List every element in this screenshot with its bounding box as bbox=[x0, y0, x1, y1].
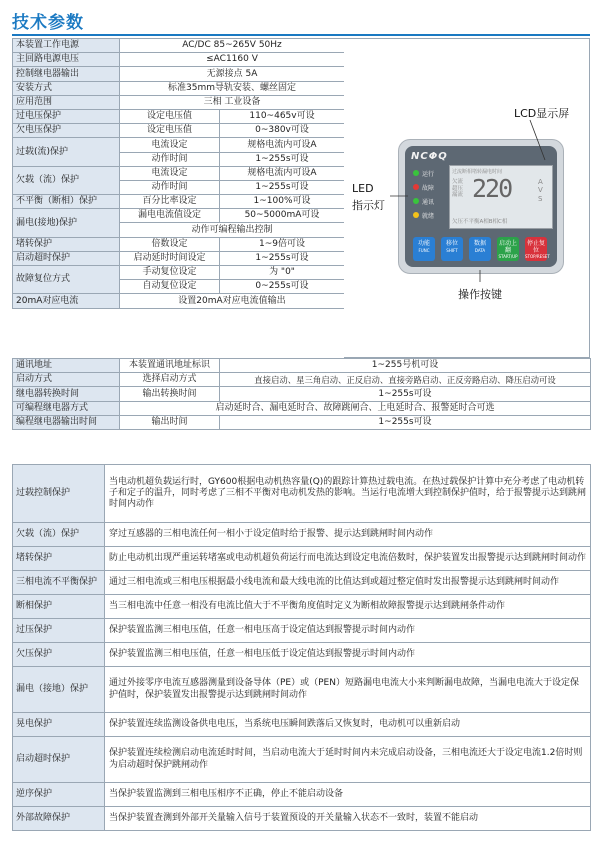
table-row bbox=[13, 807, 591, 831]
row-description: 保护装置连续检测启动电流延时时间，当启动电流大于延时时间内未完成启动设备，三相电流还大于设定电流1.2倍时则为启动超时保护跳闸动作 bbox=[105, 737, 591, 783]
row-value: 1~255号机可设 bbox=[220, 359, 591, 373]
row-label: 本装置工作电源 bbox=[13, 39, 120, 53]
table-row bbox=[13, 251, 345, 265]
table-row bbox=[13, 237, 345, 251]
row-description: 通过三相电流或三相电压根据最小线电流和最大线电流的比值达到或超过整定值时发出报警提示达到跳闸时间动作 bbox=[105, 571, 591, 595]
led-comm-icon bbox=[413, 198, 419, 204]
led-ready-icon bbox=[413, 212, 419, 218]
row-label: 过电压保护 bbox=[13, 109, 120, 123]
table-row bbox=[13, 195, 345, 209]
led-label: 故障 bbox=[422, 185, 435, 192]
table-row bbox=[13, 595, 591, 619]
lcd-unit: A bbox=[538, 178, 543, 186]
row-label: 外部故障保护 bbox=[13, 807, 105, 831]
button-sublabel: FUNC bbox=[418, 247, 430, 253]
row-label: 20mA对应电流 bbox=[13, 294, 120, 308]
table-row bbox=[13, 359, 591, 373]
table-row bbox=[13, 109, 345, 123]
row-label: 欠电压保护 bbox=[13, 124, 120, 138]
row-label: 编程继电器输出时间 bbox=[13, 415, 120, 429]
row-value: 1~255s可设 bbox=[220, 387, 591, 401]
led-callout-line1: LED bbox=[352, 182, 374, 195]
row-value: 50~5000mA可设 bbox=[220, 209, 345, 223]
row-value: AC/DC 85~265V 50Hz bbox=[120, 39, 345, 53]
row-value: 标准35mm导轨安装、螺丝固定 bbox=[120, 81, 345, 95]
row-item: 漏电电流值设定 bbox=[120, 209, 220, 223]
row-label: 欠压保护 bbox=[13, 643, 105, 667]
brand-logo: NCΦQ bbox=[411, 151, 448, 162]
table-row bbox=[13, 294, 345, 308]
row-label: 主回路电源电压 bbox=[13, 53, 120, 67]
row-label: 启动方式 bbox=[13, 373, 120, 387]
row-value: 1~255s可设 bbox=[220, 180, 345, 194]
row-description: 防止电动机出现严重运转堵塞或电动机超负荷运行而电流达到设定电流倍数时，保护装置发出报警提示达到跳闸时间动作 bbox=[105, 547, 591, 571]
start-up-button[interactable] bbox=[497, 237, 519, 261]
row-item: 电流设定 bbox=[120, 166, 220, 180]
page-title: 技术参数 bbox=[12, 13, 84, 33]
row-label: 欠载（流）保护 bbox=[13, 523, 105, 547]
row-value: 为 "0" bbox=[220, 266, 345, 280]
row-item: 手动复位设定 bbox=[120, 266, 220, 280]
table-row bbox=[13, 373, 591, 387]
table-row bbox=[13, 643, 591, 667]
row-label: 晃电保护 bbox=[13, 713, 105, 737]
row-label: 通讯地址 bbox=[13, 359, 120, 373]
row-label: 启动超时保护 bbox=[13, 251, 120, 265]
table-row bbox=[13, 713, 591, 737]
row-value: 0~255s可设 bbox=[220, 280, 345, 294]
table-row bbox=[13, 39, 345, 53]
row-value: 规格电流内可设A bbox=[220, 166, 345, 180]
spec-table bbox=[12, 38, 345, 309]
row-label: 堵转保护 bbox=[13, 237, 120, 251]
row-value: 设置20mA对应电流值输出 bbox=[120, 294, 345, 308]
button-label: 数据 bbox=[473, 240, 486, 247]
table-row bbox=[13, 401, 591, 415]
row-item: 动作时间 bbox=[120, 180, 220, 194]
button-sublabel: STOP/RESET bbox=[525, 254, 550, 260]
row-value: 直接启动、星三角启动、正反启动、直接旁路启动、正反旁路启动、降压启动可设 bbox=[220, 373, 591, 387]
stop-reset-button[interactable] bbox=[525, 237, 550, 261]
button-label: 启动上翻 bbox=[498, 240, 517, 254]
table-row bbox=[13, 465, 591, 523]
table-row bbox=[13, 266, 345, 280]
row-label: 控制继电器输出 bbox=[13, 67, 120, 81]
lcd-unit: V bbox=[538, 186, 543, 195]
row-item: 输出转换时间 bbox=[120, 387, 220, 401]
table-row bbox=[13, 737, 591, 783]
row-item: 设定电压值 bbox=[120, 124, 220, 138]
row-value: 1~255s可设 bbox=[220, 152, 345, 166]
row-description: 保护装置监测三相电压值，任意一相电压高于设定值达到报警提示时间内动作 bbox=[105, 619, 591, 643]
protection-table bbox=[12, 464, 591, 831]
row-label: 漏电(接地)保护 bbox=[13, 209, 120, 237]
row-label: 故障复位方式 bbox=[13, 266, 120, 294]
row-description: 当保护装置监测到三相电压相序不正确，停止不能启动设备 bbox=[105, 783, 591, 807]
table-row bbox=[13, 124, 345, 138]
device-face bbox=[405, 146, 557, 267]
row-item: 电流设定 bbox=[120, 138, 220, 152]
button-sublabel: DATA bbox=[474, 247, 486, 253]
table-row bbox=[13, 387, 591, 401]
lcd-top-segments: 过流断相堵转漏电时间 bbox=[452, 169, 503, 175]
wide-spec-table bbox=[12, 358, 591, 430]
row-description: 保护装置监测三相电压值，任意一相电压低于设定值达到报警提示时间内动作 bbox=[105, 643, 591, 667]
button-label: 移位 bbox=[445, 240, 458, 247]
table-row bbox=[13, 138, 345, 152]
row-item: 本装置通讯地址标识 bbox=[120, 359, 220, 373]
led-run-icon bbox=[413, 170, 419, 176]
row-label: 三相电流不平衡保护 bbox=[13, 571, 105, 595]
row-label: 过载(流)保护 bbox=[13, 138, 120, 166]
row-label: 继电器转换时间 bbox=[13, 387, 120, 401]
table-row bbox=[13, 166, 345, 180]
table-row bbox=[13, 209, 345, 223]
row-item: 启动延时时间设定 bbox=[120, 251, 220, 265]
row-value: 三相 工业设备 bbox=[120, 95, 345, 109]
row-item: 倍数设定 bbox=[120, 237, 220, 251]
lcd-reading: 220 bbox=[472, 174, 512, 203]
row-value: 1~9倍可设 bbox=[220, 237, 345, 251]
row-value: 动作可编程输出控制 bbox=[120, 223, 345, 237]
lcd-left-segments bbox=[452, 179, 463, 199]
row-label: 启动超时保护 bbox=[13, 737, 105, 783]
row-description: 当保护装置查测到外部开关量输入信号于装置预设的开关量输入状态不一致时，装置不能启动 bbox=[105, 807, 591, 831]
row-label: 安装方式 bbox=[13, 81, 120, 95]
lcd-callout-label: LCD显示屏 bbox=[514, 107, 570, 120]
table-row bbox=[13, 619, 591, 643]
shift-button[interactable] bbox=[441, 237, 463, 261]
lcd-segment: 漏流 bbox=[452, 192, 464, 199]
row-item: 动作时间 bbox=[120, 152, 220, 166]
led-callout-line2: 指示灯 bbox=[352, 199, 385, 213]
led-label: 运行 bbox=[422, 171, 435, 178]
led-label: 通讯 bbox=[422, 199, 435, 206]
row-value: 110~465v可设 bbox=[220, 109, 345, 123]
table-row bbox=[13, 67, 345, 81]
row-label: 漏电（接地）保护 bbox=[13, 667, 105, 713]
device-illustration bbox=[398, 139, 564, 274]
table-row bbox=[13, 415, 591, 429]
row-value: 1~100%可设 bbox=[220, 195, 345, 209]
button-callout-label: 操作按键 bbox=[458, 288, 502, 301]
func-button[interactable] bbox=[413, 237, 435, 261]
row-description: 穿过互感器的三相电流任何一相小于设定值时给于报警、提示达到跳闸时间内动作 bbox=[105, 523, 591, 547]
table-row bbox=[13, 81, 345, 95]
row-label: 过压保护 bbox=[13, 619, 105, 643]
lcd-unit: S bbox=[538, 194, 543, 203]
row-description: 通过外接零序电流互感器测量到设备导体（PE）或（PEN）短路漏电电流大小来判断漏电故障，当漏电电流大于设定保护值时，保护装置发出报警提示达到跳闸时间动作 bbox=[105, 667, 591, 713]
row-label: 欠载（流）保护 bbox=[13, 166, 120, 194]
row-label: 逆序保护 bbox=[13, 783, 105, 807]
table-row bbox=[13, 95, 345, 109]
button-label: 停止复位 bbox=[526, 240, 545, 254]
row-label: 应用范围 bbox=[13, 95, 120, 109]
row-item: 自动复位设定 bbox=[120, 280, 220, 294]
table-row bbox=[13, 667, 591, 713]
row-item: 设定电压值 bbox=[120, 109, 220, 123]
button-sublabel: SHIFT bbox=[446, 247, 458, 253]
row-label: 不平衡（断相）保护 bbox=[13, 195, 120, 209]
row-label: 断相保护 bbox=[13, 595, 105, 619]
table-row bbox=[13, 783, 591, 807]
button-label: 功能 bbox=[417, 240, 430, 247]
lcd-segment: 欠流 bbox=[452, 179, 464, 185]
row-item: 选择启动方式 bbox=[120, 373, 220, 387]
row-description: 当电动机超负载运行时，GY600根据电动机热容量(Q)的跟踪计算热过载电流。在热过载保护计算中充分考虑了电动机转子和定子的温升，同时考虑了三相不平衡对电动机发热的影响。当运行电流增大到控制保护值时，给于报警提示达到跳闸时间内动作 bbox=[105, 465, 591, 523]
lcd-bottom-segments: 欠压不平衡A相B相C相 bbox=[452, 219, 508, 225]
row-value: ≤AC1160 V bbox=[120, 53, 345, 67]
row-description: 当三相电流中任意一相没有电流比值大于不平衡角度值时定义为断相故障报警提示达到跳闸条件动作 bbox=[105, 595, 591, 619]
row-item: 百分比率设定 bbox=[120, 195, 220, 209]
row-label: 可编程继电器方式 bbox=[13, 401, 120, 415]
row-value: 1~255s可设 bbox=[220, 415, 591, 429]
lcd-segment: 超压 bbox=[452, 185, 464, 192]
table-row bbox=[13, 547, 591, 571]
row-item: 输出时间 bbox=[120, 415, 220, 429]
title-divider bbox=[12, 34, 590, 36]
button-sublabel: START/UP bbox=[498, 254, 518, 260]
led-callout-label bbox=[352, 180, 385, 214]
table-row bbox=[13, 571, 591, 595]
table-row bbox=[13, 53, 345, 67]
row-value: 启动延时合、漏电延时合、故障跳闸合、上电延时合、报警延时合可选 bbox=[120, 401, 591, 415]
data-button[interactable] bbox=[469, 237, 491, 261]
row-value: 1~255s可设 bbox=[220, 251, 345, 265]
row-value: 规格电流内可设A bbox=[220, 138, 345, 152]
row-value: 0~380v可设 bbox=[220, 124, 345, 138]
table-row bbox=[13, 523, 591, 547]
row-description: 保护装置连续监测设备供电电压，当系统电压瞬间跌落后又恢复时，电动机可以重新启动 bbox=[105, 713, 591, 737]
row-value: 无源接点 5A bbox=[120, 67, 345, 81]
lcd-display bbox=[449, 165, 553, 229]
lcd-units bbox=[538, 178, 543, 203]
row-label: 过载控制保护 bbox=[13, 465, 105, 523]
led-label: 就绪 bbox=[422, 213, 435, 220]
row-label: 堵转保护 bbox=[13, 547, 105, 571]
led-fault-icon bbox=[413, 184, 419, 190]
